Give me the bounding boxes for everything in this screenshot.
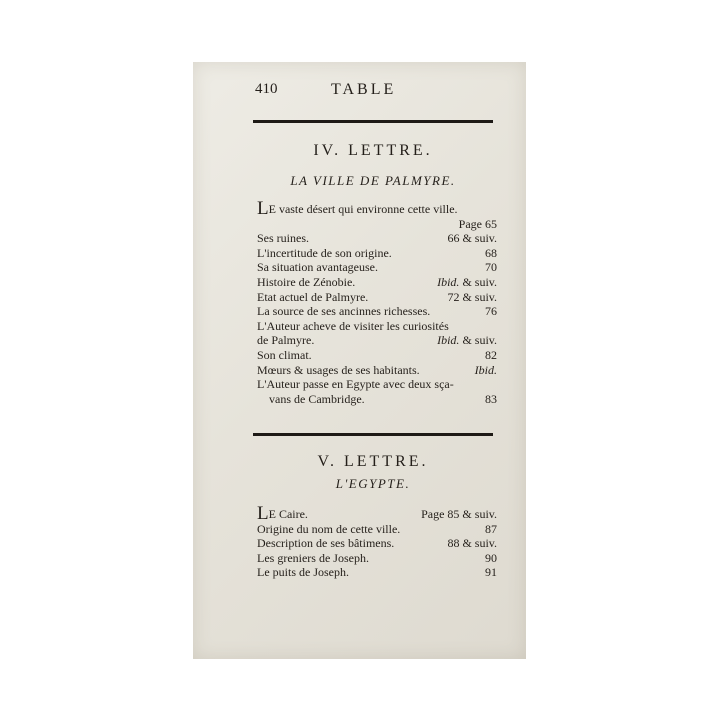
entry-page-ibid: Ibid.: [437, 274, 460, 289]
list-item: [257, 565, 497, 580]
entry-page-ibid: Ibid.: [437, 333, 460, 348]
entry-title-continued: de Palmyre.: [257, 333, 315, 348]
entry-page: Page 65: [458, 216, 497, 231]
entry-title: L'Auteur passe en Egypte avec deux sça-: [257, 377, 454, 392]
entry-page-ibid: Ibid.: [474, 362, 497, 377]
section-heading-v: V. LETTRE.: [317, 453, 429, 470]
list-item: [257, 319, 497, 348]
drop-initial: L: [257, 198, 269, 219]
entry-page: & suiv.: [462, 274, 497, 289]
entry-title: Histoire de Zénobie.: [257, 274, 356, 289]
entry-page: 88 & suiv.: [447, 536, 497, 551]
entry-title: Description de ses bâtimens.: [257, 536, 395, 551]
entry-page: 66 & suiv.: [447, 231, 497, 246]
list-item: [257, 348, 497, 363]
entry-title: Le puits de Joseph.: [257, 565, 349, 580]
entry-page: 70: [485, 260, 497, 275]
list-item: [257, 198, 497, 231]
entry-page: 87: [485, 521, 497, 536]
entry-page: 91: [485, 565, 497, 580]
entry-page: Page 85 & suiv.: [421, 507, 497, 521]
list-item: [257, 231, 497, 246]
list-item: [257, 260, 497, 275]
drop-initial: L: [257, 503, 269, 524]
entry-title: E vaste désert qui environne cette ville.: [268, 202, 458, 216]
entry-page: 72 & suiv.: [447, 289, 497, 304]
entry-page: & suiv.: [462, 333, 497, 348]
list-item: [257, 377, 497, 406]
running-head: [255, 81, 535, 103]
entry-page: 76: [485, 304, 497, 319]
entry-title: E Caire.: [268, 507, 308, 521]
list-item: [257, 551, 497, 566]
section-divider-rule: [253, 433, 493, 436]
entry-title: La source de ses ancinnes richesses.: [257, 304, 431, 319]
entry-title: Sa situation avantageuse.: [257, 260, 378, 275]
page-number: 410: [255, 81, 278, 97]
entry-page: 82: [485, 347, 497, 362]
entry-title: Ses ruines.: [257, 231, 309, 246]
top-rule: [253, 120, 493, 123]
entry-title: Etat actuel de Palmyre.: [257, 289, 369, 304]
list-item: [257, 246, 497, 261]
entry-title-continued: vans de Cambridge.: [269, 391, 365, 406]
entry-page: 68: [485, 245, 497, 260]
section-subtitle-egypte: L'EGYPTE.: [335, 476, 411, 491]
entry-title: Son climat.: [257, 347, 312, 362]
book-page: [193, 62, 526, 659]
list-item: [257, 503, 497, 524]
list-item: [257, 522, 497, 537]
entry-page: 83: [485, 391, 497, 406]
list-item: [257, 290, 497, 305]
list-item: [257, 536, 497, 551]
entry-title: Mœurs & usages de ses habitants.: [257, 362, 420, 377]
entry-title: L'incertitude de son origine.: [257, 245, 392, 260]
entry-title: Les greniers de Joseph.: [257, 550, 369, 565]
running-head-title: TABLE: [331, 81, 397, 98]
list-item: [257, 275, 497, 290]
entry-title: Origine du nom de cette ville.: [257, 521, 401, 536]
contents-list-v: [257, 503, 497, 580]
section-subtitle-palmyre: LA VILLE DE PALMYRE.: [290, 173, 456, 188]
section-heading-iv: IV. LETTRE.: [313, 142, 433, 159]
list-item: [257, 304, 497, 319]
list-item: [257, 363, 497, 378]
entry-page: 90: [485, 550, 497, 565]
entry-title: L'Auteur acheve de visiter les curiosités: [257, 318, 449, 333]
contents-list-iv: [257, 198, 497, 406]
